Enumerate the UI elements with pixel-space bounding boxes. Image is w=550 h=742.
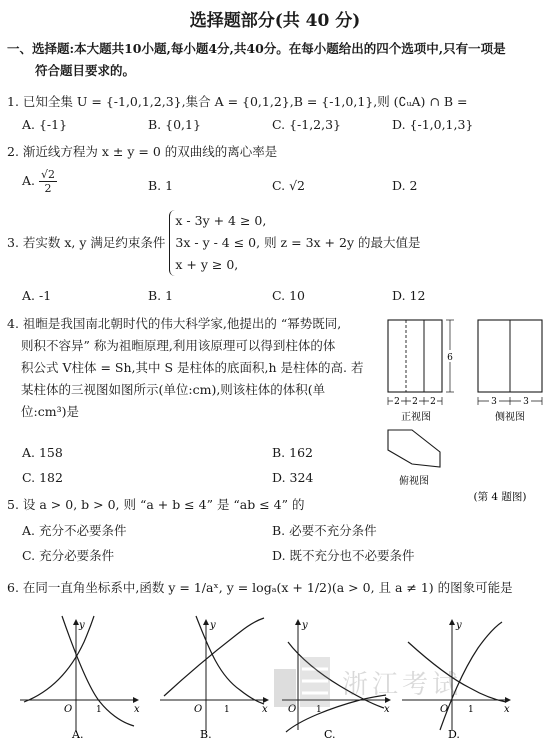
graph-a-origin: O bbox=[64, 704, 73, 715]
front-view-label: 正视图 bbox=[401, 412, 431, 423]
graph-d-label: D. bbox=[448, 728, 460, 741]
q2-stem: 2. 渐近线方程为 x ± y = 0 的双曲线的离心率是 bbox=[7, 144, 278, 159]
graph-b-x-label: x bbox=[262, 704, 268, 715]
q1-option-a: A. {-1} bbox=[22, 117, 68, 132]
top-view-drawing bbox=[388, 430, 440, 467]
front-dim-3: 2 bbox=[430, 397, 436, 407]
q3-stem bbox=[7, 210, 420, 276]
q3-prefix: 3. 若实数 x, y 满足约束条件 bbox=[7, 235, 166, 250]
q2-option-a-denominator: 2 bbox=[44, 182, 52, 195]
q2-option-a-fraction bbox=[39, 168, 57, 195]
graph-a-y-label: y bbox=[79, 620, 85, 631]
graph-a-x-label: x bbox=[134, 704, 140, 715]
q4-line-5: 位:cm³)是 bbox=[21, 404, 79, 419]
q2-option-d: D. 2 bbox=[392, 178, 418, 193]
side-view-drawing bbox=[478, 320, 542, 405]
q6-stem: 6. 在同一直角坐标系中,函数 y = 1/aˣ, y = logₐ(x + 1/2)(a > 0, 且 a ≠ 1) 的图象可能是 bbox=[7, 580, 513, 595]
q2-option-c: C. √2 bbox=[272, 178, 305, 193]
side-view-label: 侧视图 bbox=[495, 412, 525, 423]
graph-c-one: 1 bbox=[316, 705, 322, 715]
graph-b-origin: O bbox=[194, 704, 203, 715]
q3-constraint-1: x - 3y + 4 ≥ 0, bbox=[175, 213, 267, 228]
front-dim-2: 2 bbox=[412, 397, 418, 407]
graph-d-one: 1 bbox=[468, 705, 474, 715]
side-dim-2: 3 bbox=[523, 397, 529, 407]
q3-option-d: D. 12 bbox=[392, 288, 426, 303]
front-dim-1: 2 bbox=[394, 397, 400, 407]
graph-c-x-label: x bbox=[384, 704, 390, 715]
top-view-label: 俯视图 bbox=[399, 476, 429, 487]
q2-option-a bbox=[22, 168, 57, 195]
q3-option-c: C. 10 bbox=[272, 288, 305, 303]
graph-d-y-label: y bbox=[456, 620, 462, 631]
q4-option-d: D. 324 bbox=[272, 470, 314, 485]
q4-three-view-figure bbox=[382, 312, 547, 507]
graph-c-y-label: y bbox=[302, 620, 308, 631]
q5-option-d: D. 既不充分也不必要条件 bbox=[272, 548, 415, 563]
dim-height-label: 6 bbox=[447, 353, 453, 363]
q4-line-3: 积公式 V柱体 = Sh,其中 S 是柱体的底面积,h 是柱体的高. 若 bbox=[21, 360, 364, 375]
q3-option-a: A. -1 bbox=[22, 288, 52, 303]
graph-c-origin: O bbox=[288, 704, 297, 715]
q4-stem bbox=[7, 313, 387, 423]
q2-option-b: B. 1 bbox=[148, 178, 174, 193]
q3-option-b: B. 1 bbox=[148, 288, 174, 303]
q1-option-b: B. {0,1} bbox=[148, 117, 201, 132]
q2-option-a-label: A. bbox=[22, 173, 36, 188]
q1-option-d: D. {-1,0,1,3} bbox=[392, 117, 474, 132]
graph-d-origin: O bbox=[440, 704, 449, 715]
side-dim-1: 3 bbox=[491, 397, 497, 407]
q1-option-c: C. {-1,2,3} bbox=[272, 117, 342, 132]
q2-option-a-numerator: √2 bbox=[41, 168, 56, 181]
section-instructions bbox=[7, 38, 547, 82]
page-title: 选择题部分(共 40 分) bbox=[189, 11, 361, 31]
graph-c-label: C. bbox=[324, 728, 336, 741]
watermark-logo-icon bbox=[272, 655, 334, 709]
front-view-drawing bbox=[388, 320, 454, 405]
graph-b-label: B. bbox=[200, 728, 212, 741]
watermark bbox=[272, 655, 462, 709]
q5-option-b: B. 必要不充分条件 bbox=[272, 523, 377, 538]
q4-option-a: A. 158 bbox=[22, 445, 63, 460]
graph-d-x-label: x bbox=[504, 704, 510, 715]
q4-line-4: 某柱体的三视图如图所示(单位:cm),则该柱体的体积(单 bbox=[21, 382, 326, 397]
q3-constraint-2: 3x - y - 4 ≤ 0, 则 z = 3x + 2y 的最大值是 bbox=[175, 235, 421, 250]
graph-a bbox=[20, 616, 138, 730]
q4-option-b: B. 162 bbox=[272, 445, 313, 460]
q5-option-a: A. 充分不必要条件 bbox=[22, 523, 127, 538]
q5-stem: 5. 设 a > 0, b > 0, 则 “a + b ≤ 4” 是 “ab ≤ 4” 的 bbox=[7, 497, 305, 512]
graph-b-one: 1 bbox=[224, 705, 230, 715]
q3-constraint-system bbox=[169, 210, 420, 276]
graph-a-label: A. bbox=[72, 728, 84, 741]
q1-stem: 1. 已知全集 U = {-1,0,1,2,3},集合 A = {0,1,2},B = {-1,0,1},则 (∁ᵤA) ∩ B = bbox=[7, 94, 468, 109]
q5-option-c: C. 充分必要条件 bbox=[22, 548, 115, 563]
graph-a-one: 1 bbox=[96, 705, 102, 715]
graph-b bbox=[160, 616, 268, 730]
q3-constraint-3: x + y ≥ 0, bbox=[175, 257, 239, 272]
q4-option-c: C. 182 bbox=[22, 470, 63, 485]
section-line-1: 一、选择题:本大题共10小题,每小题4分,共40分。在每小题给出的四个选项中,只有一项是 bbox=[7, 41, 506, 56]
q4-line-2: 则积不容异” 称为祖暅原理,利用该原理可以得到柱体的体 bbox=[21, 338, 336, 353]
graph-b-y-label: y bbox=[210, 620, 216, 631]
q4-line-1: 4. 祖暅是我国南北朝时代的伟大科学家,他提出的 “幂势既同, bbox=[7, 316, 342, 331]
q4-figure-caption: (第 4 题图) bbox=[473, 491, 527, 503]
section-line-2: 符合题目要求的。 bbox=[35, 63, 136, 78]
watermark-text: 浙江考试 bbox=[342, 669, 463, 700]
